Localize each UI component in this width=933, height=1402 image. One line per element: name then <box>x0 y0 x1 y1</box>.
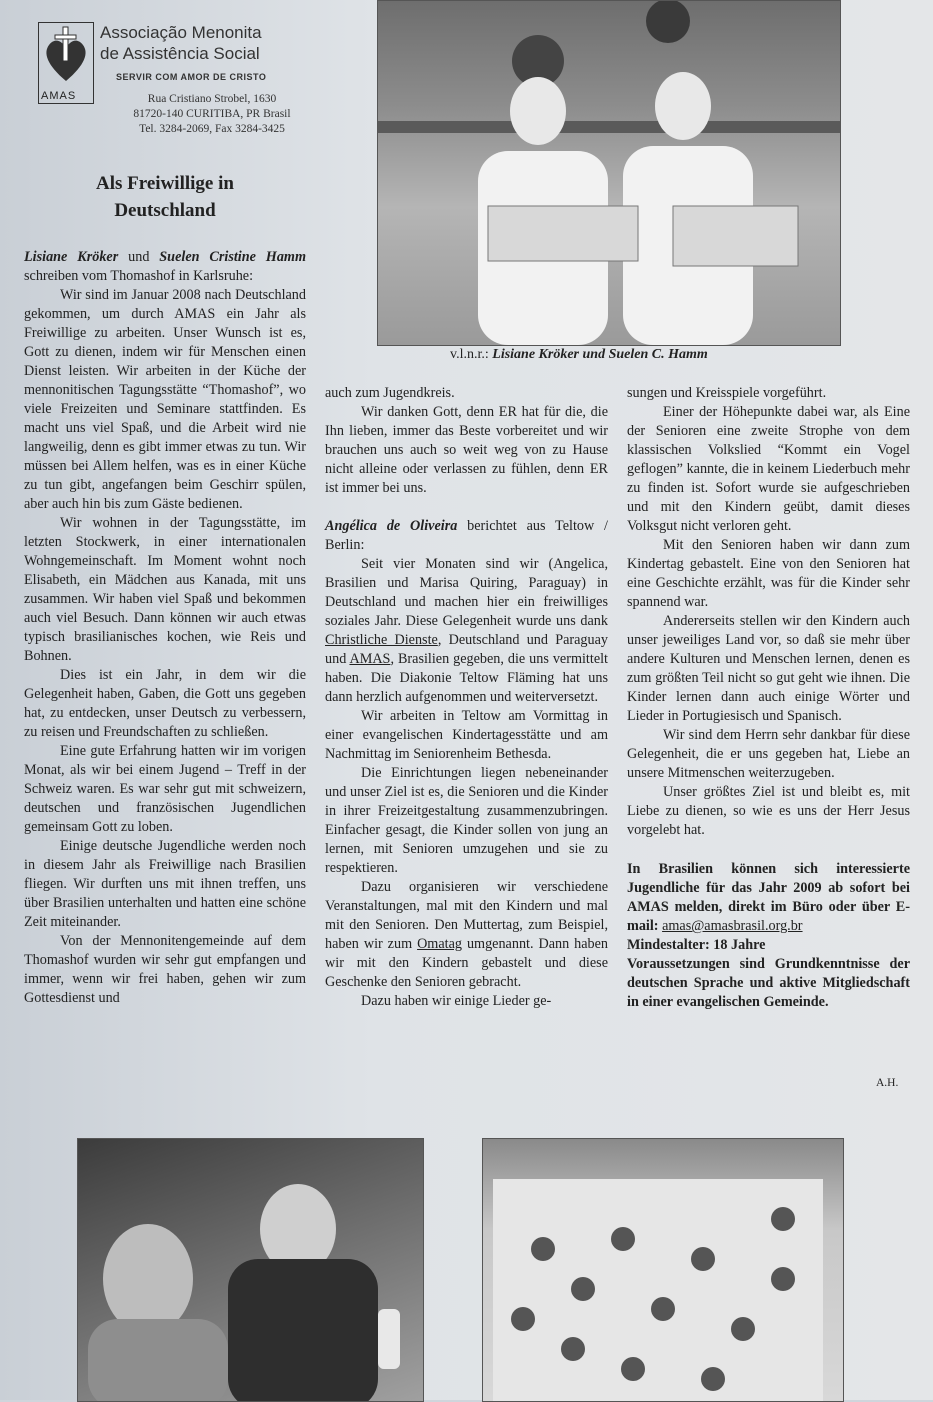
address-line: 81720-140 CURITIBA, PR Brasil <box>133 108 291 120</box>
caption-names: Lisiane Kröker und Suelen C. Hamm <box>492 347 708 362</box>
paragraph: Wir arbeiten in Teltow am Vormittag in einer evangelischen Kindertagesstätte und am Nachmittag im Seniorenheim Bethesda. <box>325 708 608 762</box>
org-name-line1: Associação Menonita <box>100 23 262 42</box>
senior-photo-illustration <box>78 1139 423 1401</box>
intro-paragraph <box>325 517 608 555</box>
org-motto: SERVIR COM AMOR DE CRISTO <box>116 72 267 82</box>
author-signature: A.H. <box>876 1077 899 1089</box>
caption-prefix: v.l.n.r.: <box>450 347 489 362</box>
paragraph: Mit den Senioren haben wir dann zum Kindertag gebastelt. Eine von den Senioren hat eine Geschichte erzählt, was für die Kinder sehr spannend war. <box>627 537 910 610</box>
heart-cross-icon <box>39 23 93 89</box>
intro-text: schreiben vom Thomashof in Karlsruhe: <box>24 268 254 284</box>
paragraph: Einer der Höhepunkte dabei war, als Eine der Senioren eine zweite Strophe von dem klassischen Volkslied “Kommt ein Vogel geflogen” kannte, die in keinem Liederbuch mehr zu finden ist. Sofort wurde sie aufgeschrieben und mit den Kindern geübt, damit dieses Volksgut nicht verloren geht. <box>627 404 910 534</box>
paragraph: Wir danken Gott, denn ER hat für die, die Ihn lieben, immer das Beste vorbereitet und wir brauchen uns auch so weit weg von zu Hause nicht alleine oder verlassen zu fühlen, denn ER ist immer bei uns. <box>325 404 608 496</box>
contact-email-link[interactable]: amas@amasbrasil.org.br <box>662 918 803 934</box>
intro-text: berichtet aus Teltow / Berlin: <box>325 518 608 553</box>
column-2 <box>325 384 608 1011</box>
underlined-org-name: Christliche Dienste <box>325 632 438 648</box>
author-name: Lisiane Kröker <box>24 249 119 265</box>
paragraph: Die Einrichtungen liegen nebeneinander und unser Ziel ist es, die Senioren und die Kinder in ihrer Freizeitgestaltung zusammenzubringen. Einfacher gesagt, die Kinder sollen von jung an lernen, mit Senioren umzugehen und sie zu respektieren. <box>325 765 608 876</box>
paragraph: Unser größtes Ziel ist und bleibt es, mit Liebe zu dienen, so wie es uns der Herr Jesus vorgelebt hat. <box>627 784 910 838</box>
notice-requirements: Voraussetzungen sind Grundkenntnisse der deutschen Sprache und aktive Mitgliedschaft in einer evangelischen Gemeinde. <box>627 956 910 1010</box>
notice-min-age: Mindestalter: 18 Jahre <box>627 937 766 953</box>
text-run: , Brasilien gegeben, die uns vermittelt haben. Die Diakonie Teltow Fläming hat uns dann herzlich aufgenommen und weiterversetzt. <box>325 651 608 705</box>
handprint-photo-illustration <box>483 1139 843 1401</box>
text-run: Dazu organisieren wir verschiedene Veranstaltungen, mal mit den Kindern und mal mit den Senioren. Den Muttertag, zum Beispiel, haben wir zum <box>325 879 608 952</box>
paragraph <box>325 878 608 992</box>
address-line: Rua Cristiano Strobel, 1630 <box>147 93 277 105</box>
photo-volunteers-kitchen <box>377 0 841 346</box>
paragraph: Einige deutsche Jugendliche werden noch in diesem Jahr als Freiwillige nach Brasilien fliegen. Wir durften uns mit ihnen treffen, uns über Brasilien unterhalten und hatten eine schöne Zeit miteinander. <box>24 838 306 930</box>
paragraph: Eine gute Erfahrung hatten wir im vorigen Monat, als wir bei einem Jugend – Treff in der Schweiz waren. Es war sehr gut mit schweizern, deutschen und französischen Jugendlichen gemeinsam Gott zu loben. <box>24 743 306 835</box>
amas-logo <box>38 22 94 104</box>
logo-text: AMAS <box>41 90 77 102</box>
intro-conjunction: und <box>128 249 150 265</box>
text-run: , Deutschland und Paraguay und <box>325 632 608 667</box>
paragraph <box>325 555 608 707</box>
address-line: Tel. 3284-2069, Fax 3284-3425 <box>139 123 285 135</box>
paragraph: Von der Mennonitengemeinde auf dem Thomashof wurden wir sehr gut empfangen und immer, wenn wir frei haben, gehen wir zum Gottesdienst und <box>24 933 306 1006</box>
text-run: Seit vier Monaten sind wir (Angelica, Brasilien und Marisa Quiring, Paraguay) in Deutschland und machen hier ein freiwilliges soziales Jahr. Diese Gelegenheit wurde uns dank <box>325 556 608 629</box>
photo-senior-and-volunteer <box>77 1138 424 1402</box>
kitchen-photo-illustration <box>378 1 840 345</box>
title-line: Als Freiwillige in <box>96 173 234 194</box>
title-line: Deutschland <box>114 200 216 221</box>
article-title <box>40 170 290 224</box>
underlined-org-name: AMAS <box>349 651 391 667</box>
org-address <box>100 92 324 137</box>
text-run: umgenannt. Dann haben wir mit den Kindern gebastelt und diese Geschenke den Senioren gebracht. <box>325 936 609 990</box>
org-header <box>38 20 318 140</box>
intro-paragraph <box>24 248 306 286</box>
paragraph: Wir sind dem Herrn sehr dankbar für diese Gelegenheit, die er uns gegeben hat, Liebe an unsere Mitmenschen weiterzugeben. <box>627 727 910 781</box>
underlined-word: Omatag <box>417 936 462 952</box>
photo-caption <box>450 347 810 363</box>
photo-handprint-banner <box>482 1138 844 1402</box>
paragraph: Andererseits stellen wir den Kindern auch unser jeweiliges Land vor, so daß sie mehr über andere Kulturen und Menschen lernen, denen es zum größten Teil nicht so gut geht wie ihnen. Die Kinder lernen dann auch einige Wörter und Lieder in Portugiesisch und Spanisch. <box>627 613 910 724</box>
column-3 <box>627 384 910 1012</box>
volunteer-notice <box>627 860 910 1012</box>
column-1 <box>24 248 306 1008</box>
paragraph: sungen und Kreisspiele vorgeführt. <box>627 385 827 401</box>
author-name: Suelen Cristine Hamm <box>159 249 306 265</box>
paragraph: auch zum Jugendkreis. <box>325 385 455 401</box>
paragraph: Wir wohnen in der Tagungsstätte, im letzten Stockwerk, in einer internationalen Wohngemeinschaft. Im Moment wohnt noch Elisabeth, ein Mädchen aus Kanada, mit uns zusammen. Wir haben viel Spaß und bekommen auch viel Besuch. Dann können wir auch etwas typisch brasilianisches kochen, wie Reis und Bohnen. <box>24 515 306 664</box>
paragraph: Wir sind im Januar 2008 nach Deutschland gekommen, um durch AMAS ein Jahr als Freiwillige zu arbeiten. Unser Wunsch ist es, Gott zu dienen, indem wir für Menschen einen Dienst leisten. Wir arbeiten in der Küche der mennonitischen Tagungsstätte “Thomashof”, wo viele Freizeiten und Seminare stattfinden. Es macht uns viel Spaß, und die Arbeit wird nie langweilig, denn es gibt immer etwas zu tun. Wir müssen bei Allem helfen, was es in einer Küche zu tun gibt, angefangen beim Geschirr spülen, aber auch hin bis zum Gäste bedienen. <box>24 287 306 512</box>
paragraph: Dazu haben wir einige Lieder ge- <box>361 993 552 1009</box>
org-name-line2: de Assistência Social <box>100 44 260 63</box>
notice-text: In Brasilien können sich interessierte Jugendliche für das Jahr 2009 ab sofort bei AMAS melden, direkt im Büro oder über E-mail: <box>627 861 910 934</box>
paragraph: Dies ist ein Jahr, in dem wir die Gelegenheit haben, Gaben, die Gott uns gegeben hat, zu entdecken, unser Deutsch zu verbessern, zu reisen und Freundschaften zu schließen. <box>24 667 306 740</box>
org-name <box>100 22 330 64</box>
author-name: Angélica de Oliveira <box>325 518 458 534</box>
